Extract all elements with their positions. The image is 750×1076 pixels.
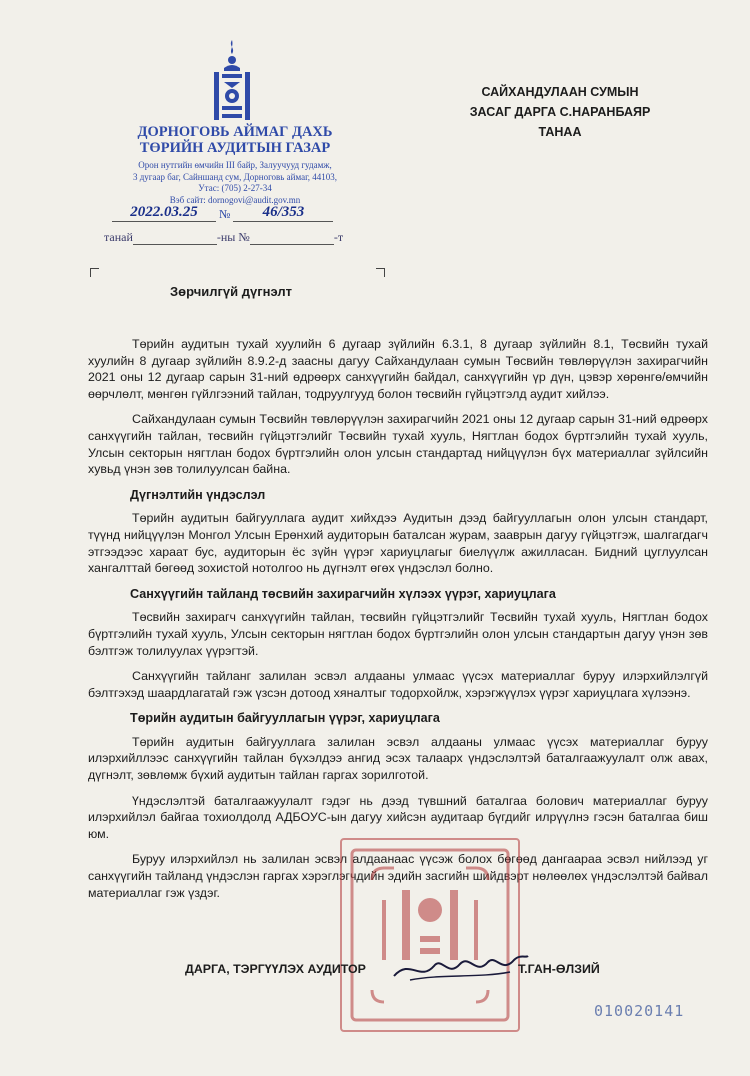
number-field [233, 204, 333, 222]
addressee-line1: САЙХАНДУЛААН СУМЫН [481, 85, 639, 99]
organization-name [110, 124, 360, 156]
corner-mark-left [90, 268, 99, 277]
official-stamp-icon [340, 838, 520, 1032]
signature-row [0, 962, 750, 982]
paragraph-8: Буруу илэрхийлэл нь залилан эсвэл алдаанаас үүсэж болох бөгөөд дангаараа эсвэл нийлээд уг санхүүгийн тайланд үндэслэн гаргах хэрэглэгчдийн эдийн засгийн шийдвэрт нөлөөлөх үндэслэлтэй байвал материаллаг гэж үздэг. [88, 852, 708, 900]
org-name-line2: ТӨРИЙН АУДИТЫН ГАЗАР [139, 140, 331, 156]
number-label: № [219, 207, 231, 221]
addressee-line3: ТАНАА [538, 125, 582, 139]
date-number-line [112, 204, 352, 224]
document-body [88, 336, 708, 910]
paragraph-1: Төрийн аудитын тухай хуулийн 6 дугаар зүйлийн 6.3.1, 8 дугаар зүйлийн 8.1, Төсвийн тухай хуулийн 8 дугаар зүйлийн 8.9.2-д заасны дагуу Сайхандулаан сумын Төсвийн төвлөрүүлэн захирагчийн 2021 оны 12 дугаар сарын 31-ний өдрөөрх санхүүгийн байдал, санхүүгийн үр дүн, цэвэр хөрөнгө/өмчийн өөрчлөлт, мөнгөн гүйлгээний тайлан, тодруулгууд болон төсвийн гүйцэтгэлд аудит хийлээ. [88, 337, 708, 401]
address-line2: 3 дугаар баг, Сайншанд сум, Дорноговь аймаг, 44103, [132, 171, 338, 182]
signatory-title: ДАРГА, ТЭРГҮҮЛЭХ АУДИТОР [185, 962, 366, 976]
serial-number: 010020141 [594, 1002, 685, 1020]
paragraph-6: Төрийн аудитын байгууллага залилан эсвэл алдааны улмаас үүсэх материаллаг буруу илэрхийллээс санхүүгийн тайлан бүхэлдээ ангид эсэх талаарх үндэслэлтэй баталгаажуулалт олж авах, дүгнэлт, зөвлөмж бүхий аудитын тайлан гаргах зорилготой. [88, 734, 708, 783]
document-title: Зөрчилгүй дүгнэлт [170, 284, 292, 299]
handwritten-number: 46/353 [262, 204, 305, 220]
paragraph-5: Санхүүгийн тайланг залилан эсвэл алдааны улмаас үүсэх материаллаг буруу илэрхийлэлгүй бэлтгэхэд шаардлагатай гэж үзсэн дотоод хяналтыг тодорхойлж, хэрэгжүүлэх үүрэг хариуцлага хүлээнэ. [88, 669, 708, 700]
reply-prefix: танай [104, 230, 133, 244]
signatory-name: Т.ГАН-ӨЛЗИЙ [518, 962, 600, 976]
reply-suffix: -т [333, 230, 344, 244]
section-heading-management-responsibility: Санхүүгийн тайланд төсвийн захирагчийн хүлээх үүрэг, хариуцлага [130, 586, 556, 601]
paragraph-7: Үндэслэлтэй баталгаажуулалт гэдэг нь дээд түвшний баталгаа болович материаллаг буруу илэрхийлэл байгаа тохиолдолд АДБОУС-ын дагуу хийсэн аудитаар бүгдийг илрүүлнэ гэсэн баталгаа биш юм. [88, 793, 708, 841]
reply-date-blank [133, 244, 217, 245]
reply-number-blank [250, 244, 334, 245]
section-heading-basis: Дүгнэлтийн үндэслэл [130, 487, 266, 502]
organization-address [105, 160, 365, 206]
section-heading-auditor-responsibility: Төрийн аудитын байгууллагын үүрэг, хариуцлага [130, 711, 440, 726]
reply-middle: -ны № [216, 230, 250, 244]
date-field [112, 204, 216, 222]
address-line3: Утас: (705) 2-27-34 [198, 183, 272, 193]
addressee-block [430, 82, 690, 142]
paragraph-3: Төрийн аудитын байгууллага аудит хийхдээ Аудитын дээд байгууллагын олон улсын стандарт, түүнд нийцүүлэн Монгол Улсын Ерөнхий аудиторын баталсан журам, зааврын дагуу гүйцэтгэж, шалгагдагч этгээдээс хараат бус, аудиторын ёс зүйн үүрэг хариуцлагыг биелүүлж ажилласан. Бидний цуглуулсан хангалттай бөгөөд зохистой нотолгоо нь дүгнэлт өгөх үндэслэл болно. [88, 511, 708, 576]
handwritten-date: 2022.03.25 [130, 204, 198, 220]
soyombo-emblem-icon [210, 38, 254, 124]
paragraph-4: Төсвийн захирагч санхүүгийн тайлан, төсвийн гүйцэтгэлийг Төсвийн тухай хууль, Нягтлан бодох бүртгэлийн тухай хууль, Улсын секторын нягтлан бодох бүртгэлийн олон улсын стандартын дагуу үнэн зөв бэлтгэж толилуулах үүрэгтэй. [88, 610, 708, 658]
address-line4: Вэб сайт: dornogovi@audit.gov.mn [169, 194, 301, 205]
reply-reference-line [104, 230, 364, 245]
address-line1: Орон нутгийн өмчийн III байр, Залуучууд гудамж, [138, 160, 332, 170]
corner-mark-right [376, 268, 385, 277]
org-name-line1: ДОРНОГОВЬ АЙМАГ ДАХЬ [137, 124, 333, 140]
addressee-line2: ЗАСАГ ДАРГА С.НАРАНБАЯР [469, 105, 651, 119]
paragraph-2: Сайхандулаан сумын Төсвийн төвлөрүүлэн захирагчийн 2021 оны 12 дугаар сарын 31-ний өдрөөрх санхүүгийн тайлан, төсвийн гүйцэтгэлийг Төсвийн тухай хууль, Нягтлан бодох бүртгэлийн тухай хууль, Улсын секторын нягтлан бодох бүртгэлийн олон улсын стандартад нийцүүлэн бүх материаллаг зүйлсийн хувьд үнэн зөв толилуулсан байна. [88, 412, 708, 477]
